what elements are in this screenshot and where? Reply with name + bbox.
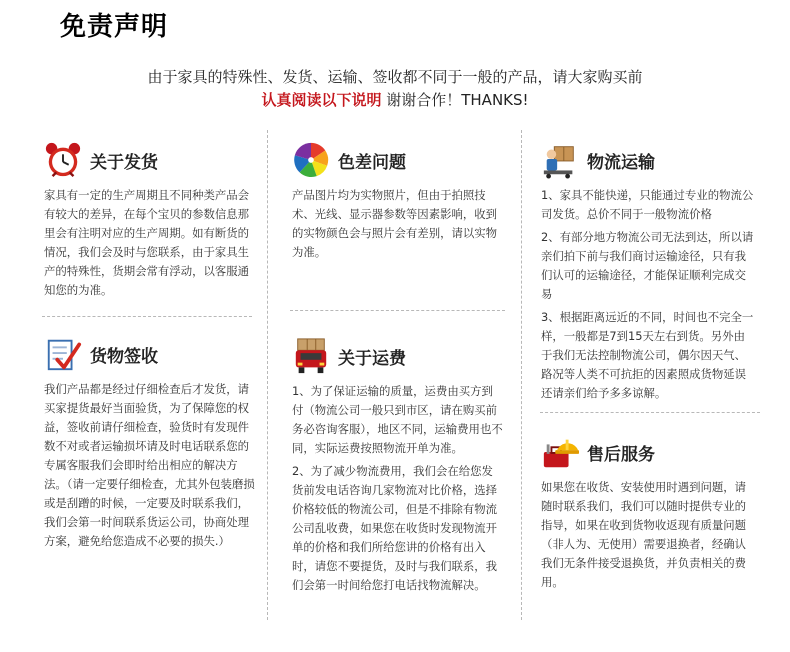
section-aftersales-title: 售后服务 (587, 444, 655, 465)
section-color-title: 色差问题 (338, 152, 406, 173)
section-logistics-body (541, 186, 755, 403)
row-divider-left (42, 316, 252, 317)
section-color-header (292, 140, 504, 180)
section-logistics-header (541, 140, 755, 180)
intro-line-1: 由于家具的特殊性、发货、运输、签收都不同于一般的产品，请大家购买前 (147, 68, 643, 86)
section-color-paragraph-1: 产品图片均为实物照片，但由于拍照技术、光线、显示器参数等因素影响，收到的实物颜色会与照片会有差别，请以实物为准。 (292, 188, 498, 259)
section-freight-body (292, 382, 504, 595)
section-aftersales-header (541, 432, 755, 472)
section-shipping (44, 140, 256, 304)
intro-highlight: 认真阅读以下说明 (261, 91, 382, 109)
section-aftersales-body (541, 478, 755, 592)
section-freight-paragraph-1: 1、为了保证运输的质量，运费由买方到付（物流公司一般只到市区，请在购买前务必咨询客服），地区不同，运输费用也不同，实际运费按照物流开单为准。 (292, 384, 503, 455)
truck-icon (292, 337, 330, 375)
section-logistics (541, 140, 755, 407)
section-freight-header (292, 336, 504, 376)
row-divider-middle (290, 310, 505, 311)
alarm-clock-icon (44, 141, 82, 179)
section-freight-paragraph-2: 2、为了减少物流费用，我们会在给您发货前发电话咨询几家物流对比价格，选择价格较低的物流公司，但是不排除有物流公司乱收费，如果您在收货时发现物流开单的价格和我们所给您讲的价格有出入时，请您不要提货，及时与我们联系，我们会第一时间给您打电话找物流解决。 (292, 464, 498, 592)
section-aftersales (541, 432, 755, 596)
column-divider-1 (267, 130, 268, 620)
page-title: 免责声明 (60, 12, 169, 42)
intro-line-2 (0, 89, 790, 110)
section-receipt-title: 货物签收 (90, 346, 158, 367)
toolbox-helmet-icon (541, 433, 579, 471)
section-receipt-body (44, 380, 256, 551)
section-logistics-paragraph-1: 1、家具不能快递，只能通过专业的物流公司发货。总价不同于一般物流价格 (541, 188, 754, 221)
row-divider-right (540, 412, 760, 413)
section-color-body (292, 186, 504, 262)
section-logistics-paragraph-3: 3、根据距离远近的不同，时间也不完全一样，一般都是7到15天左右到货。另外由于我们无法控制物流公司，偶尔因天气、路况等人类不可抗拒的因素照成货物延误还请亲们给予多多谅解。 (541, 310, 754, 400)
section-shipping-title: 关于发货 (90, 152, 158, 173)
section-aftersales-paragraph-1: 如果您在收货、安装使用时遇到问题，请随时联系我们，我们可以随时提供专业的指导，如果在收到货物收返现有质量问题（非人为、无使用）需要退换者，经确认我们无条件接受退换货，并负责相关的费用。 (541, 480, 747, 589)
section-color (292, 140, 504, 266)
section-receipt-paragraph-1: 我们产品都是经过仔细检查后才发货，请买家提货最好当面验货，为了保障您的权益，签收前请仔细检查，验货时有发现件数不对或者运输损坏请及时电话联系您的专属客服我们会即时给出相应的解决方法。（请一定要仔细检查，尤其外包装磨损或是刮蹭的时候，一定要及时联系我们，我们会第一时间联系货运公司，协商处理方案，避免给您造成不必要的损失.） (44, 382, 255, 548)
section-freight (292, 336, 504, 599)
intro-thanks: 谢谢合作！THANKS! (381, 91, 529, 109)
column-divider-2 (521, 130, 522, 620)
section-logistics-title: 物流运输 (587, 152, 655, 173)
section-shipping-header (44, 140, 256, 180)
section-shipping-body (44, 186, 256, 300)
section-shipping-paragraph-1: 家具有一定的生产周期且不同种类产品会有较大的差异，在每个宝贝的参数信息那里会有注明对应的生产周期。如有断货的情况，我们会及时与您联系，由于家具生产的特殊性，货期会常有浮动，以客服通知您的为准。 (44, 188, 250, 297)
section-receipt-header (44, 334, 256, 374)
section-freight-title: 关于运费 (338, 348, 406, 369)
section-receipt (44, 334, 256, 555)
color-swatch-icon (292, 141, 330, 179)
checklist-icon (44, 335, 82, 373)
section-logistics-paragraph-2: 2、有部分地方物流公司无法到达，所以请亲们拍下前与我们商讨运输途径，只有我们认可的运输途径，才能保证顺利完成交易 (541, 230, 754, 301)
delivery-worker-icon (541, 141, 579, 179)
